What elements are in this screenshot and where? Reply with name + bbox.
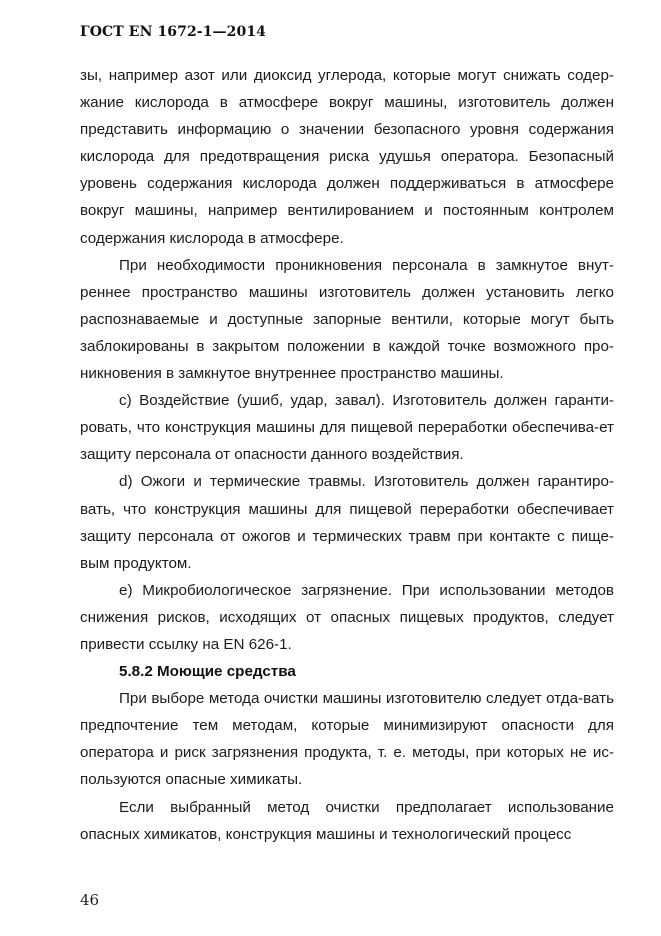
- section-heading-cleaning-agents: 5.8.2 Моющие средства: [119, 663, 296, 681]
- paragraph-oxygen-level: зы, например азот или диоксид углерода, которые могут снижать содер-жание кислорода в атмосфере вокруг машины, изготовитель должен представить информацию о значении безопасного уровня содержания кислорода для предотвращения риска удушья оператора. Безопасный уровень содержания кислорода должен поддерживаться в атмосфере вокруг машины, например вентилированием и постоянным контролем содержания кислорода в атмосфере.: [80, 67, 614, 247]
- paragraph-impact-hazard: c) Воздействие (ушиб, удар, завал). Изготовитель должен гаранти-ровать, что конструкция машины для пищевой переработки обеспечива-ет защиту персонала от опасности данного воздействия.: [80, 392, 614, 464]
- paragraph-cleaning-method-choice: При выборе метода очистки машины изготовителю следует отда-вать предпочтение тем методам, которые минимизируют опасности для оператора и риск загрязнения продукта, т. е. методы, при которых не ис-пользуются опасные химикаты.: [80, 690, 614, 789]
- document-code-header: ГОСТ EN 1672-1—2014: [80, 24, 267, 40]
- page-body: [80, 62, 614, 848]
- paragraph-shutoff-valves: При необходимости проникновения персонала в замкнутое внут-реннее пространство машины изготовитель должен установить легко распознаваемые и доступные запорные вентили, которые могут быть заблокированы в закрытом положении в каждой точке возможного про-никновения в замкнутое внутреннее пространство машины.: [80, 256, 614, 383]
- paragraph-burns-hazard: d) Ожоги и термические травмы. Изготовитель должен гарантиро-вать, что конструкция машины для пищевой переработки обеспечивает защиту персонала от ожогов и термических травм при контакте с пище-вым продуктом.: [80, 473, 614, 572]
- paragraph-microbiological-contamination: e) Микробиологическое загрязнение. При использовании методов снижения рисков, исходящих от опасных пищевых продуктов, следует привести ссылку на EN 626-1.: [80, 581, 614, 653]
- page-number: 46: [80, 891, 100, 909]
- paragraph-hazardous-chemicals: Если выбранный метод очистки предполагает использование опасных химикатов, конструкция машины и технологический процесс: [80, 798, 614, 843]
